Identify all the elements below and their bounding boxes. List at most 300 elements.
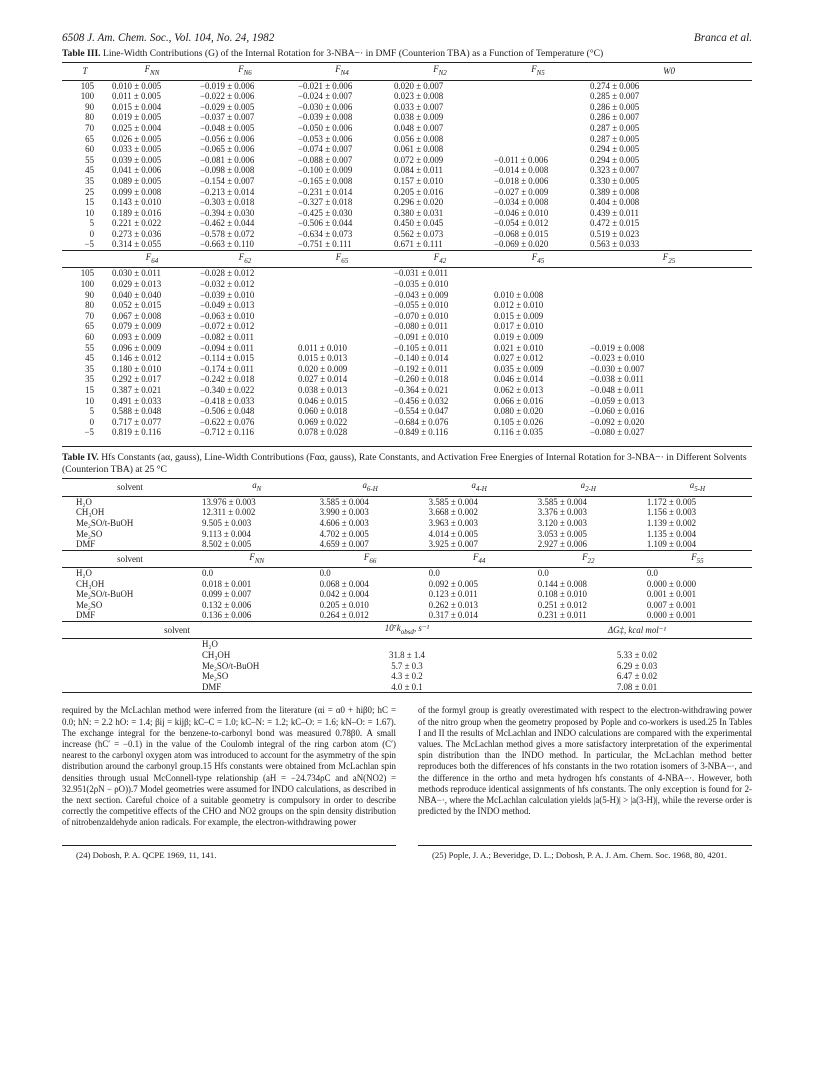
table3-lower-cell: −0.554 ± 0.047 [394,406,449,417]
table-row [62,650,752,661]
table3-lower-cell [294,268,390,279]
table-row [62,589,752,600]
table-row [62,682,752,693]
table4-lw-cell: 0.0 [319,568,331,579]
table3-cell: −0.100 ± 0.009 [298,165,353,176]
table4-lw-cell: 0.042 ± 0.004 [319,589,369,600]
table3-cell: 0.189 ± 0.016 [112,207,162,218]
table3-lower-cell: 0.015 ± 0.009 [494,310,544,321]
table3-lower-cell: 0.027 ± 0.014 [298,374,348,385]
table4-cell: 3.585 ± 0.004 [428,496,478,507]
table3-cell: −0.048 ± 0.005 [200,122,255,133]
table3-cell: −0.034 ± 0.008 [494,197,549,208]
table-row [62,218,752,229]
table3-cell: 45 [85,165,94,176]
table3-cell: −0.088 ± 0.007 [298,154,353,165]
table-row [62,343,752,354]
table4-lw-cell: 0.0 [646,568,658,579]
table3-cell: 0.048 ± 0.007 [394,122,444,133]
table3-lower-cell: 0.011 ± 0.010 [298,342,347,353]
table3-cell: 0.330 ± 0.005 [590,175,640,186]
table3-lower-cell [586,300,752,311]
table3-lower-cell: 0.093 ± 0.009 [112,332,162,343]
table4-header-row-3 [62,622,752,639]
table3-lower-cell: −0.030 ± 0.007 [590,363,645,374]
table3-lower-cell: −0.043 ± 0.009 [394,289,449,300]
table3-lower-cell: 0.040 ± 0.040 [112,289,162,300]
table3-lower-cell: 0.066 ± 0.016 [494,395,544,406]
table-row [62,176,752,187]
table4-lw-cell: 0.264 ± 0.012 [319,610,369,621]
table4-lw-cell: 0.262 ± 0.013 [428,599,478,610]
table3-lower-cell: −0.242 ± 0.018 [200,374,255,385]
table3-cell: 15 [85,197,94,208]
table3-cell: −0.054 ± 0.012 [494,218,549,229]
table3-lower-cell: 35 [85,374,94,385]
table3-cell: 0.072 ± 0.009 [394,154,444,165]
table3-cell [490,102,586,113]
table3-lower-cell: 0.146 ± 0.012 [112,353,162,364]
table3-cell: −0.056 ± 0.006 [200,133,255,144]
table3-cell: −0.303 ± 0.018 [200,197,255,208]
table4-lw-cell: 0.007 ± 0.001 [646,599,697,610]
table4-lw-cell: 0.092 ± 0.005 [428,578,478,589]
table3-lower-cell [490,279,586,290]
table3-cell: 0.519 ± 0.023 [590,228,640,239]
table4-label: Table IV. [62,451,99,463]
table4-lw-cell: H₂O [76,568,92,579]
table4-cell: 12.311 ± 0.002 [202,507,256,518]
table4-cell: 9.505 ± 0.003 [202,517,252,528]
table-row [62,600,752,611]
table3-cell: −0.425 ± 0.030 [298,207,353,218]
table3-cell: 0.439 ± 0.011 [590,207,639,218]
table4-cell: H₂O [76,496,92,507]
table3-lower-cell [294,311,390,322]
table4-lw-cell: 0.068 ± 0.004 [319,578,369,589]
table3-lower-cell: 0.021 ± 0.010 [494,342,544,353]
table4-lw-header-4: $F_{22}$ [534,550,643,567]
table3-header-row-2 [62,251,752,268]
table-row [62,91,752,102]
table3-cell: 0.563 ± 0.033 [590,239,640,250]
table3-lower-cell: −0.712 ± 0.116 [200,427,254,438]
table3-lower-cell: −0.192 ± 0.011 [394,363,448,374]
table3-cell: −0.050 ± 0.006 [298,122,353,133]
table-row [62,311,752,322]
running-head [62,32,752,44]
table4-lw-cell: 0.231 ± 0.011 [537,610,587,621]
table-row [62,539,752,550]
table3-cell: −0.506 ± 0.044 [298,218,353,229]
table-row [62,155,752,166]
table4-rates [62,621,752,697]
table3-lower-cell: 0.069 ± 0.022 [298,416,348,427]
table3-lower-cell: −0.055 ± 0.010 [394,300,449,311]
journal-citation: 6508 J. Am. Chem. Soc., Vol. 104, No. 24, 1982 [62,32,275,44]
table-row [62,134,752,145]
table3-lower-cell: 80 [85,300,94,311]
footnote-24: (24) Dobosh, P. A. QCPE 1969, 11, 141. [62,845,396,861]
table-row [62,364,752,375]
table4-rate-header-0: solvent [62,622,292,639]
table3-header-row [62,63,752,80]
table3-lower-header-0 [62,251,108,268]
table4-rate-cell: Me₂SO/t-BuOH [202,660,260,671]
table3-lower-cell: −0.080 ± 0.027 [590,427,645,438]
table3-cell: 0.287 ± 0.005 [590,122,640,133]
body-column-left: required by the McLachlan method were inferred from the literature (αi = α0 + hiβ0; hC = 0.0; hN: = 2.2 hO: = 1.4; βij = kijβ; kC–C = 1.0; kC–N: = 1.2; kC–O: = 1.6; kN–O: = 1.67). The exchange integral for the benzene-to-carbonyl bond was measured 0.78β0. A small increase (hC′ = −0.1) in the value of the Coulomb integral of the ring carbon atom (C′) nearest to the carbonyl oxygen atom was introduced to account for the asymmetry of the spin distribution around the carbonyl group.15 Hfs constants were obtained from McLachlan spin densities through usual McConnell-type relationship (aH = −24.734ρC and aN(NO2) = 32.951(2ρN − ρO)).7 Model geometries were assumed for INDO calculations, as described in the next section. Careful choice of a suitable geometry is compulsory in order to describe correctly the competitive effects of the CHO and NO2 groups on the spin density distribution of nitrobenzaldehyde anion radicals. For example, the electron-withdrawing power [62,705,396,828]
table3-cell: 60 [85,144,94,155]
table3-cell: 65 [85,133,94,144]
table-row [62,102,752,113]
table3-cell: 0.287 ± 0.005 [590,133,640,144]
table4-cell: 3.120 ± 0.003 [537,517,587,528]
table3-cell: 0.294 ± 0.005 [590,144,640,155]
table3-lower-cell: 0.015 ± 0.013 [298,353,348,364]
table3-lower-cell: −0.174 ± 0.011 [200,363,254,374]
table3-label: Table III. [62,48,101,59]
table3-cell [490,123,586,134]
table3-lower-cell: 70 [85,310,94,321]
table3-cell: −0.039 ± 0.008 [298,112,353,123]
table4-header-2: $a_{6-H}$ [316,479,425,496]
table3-lower-cell [490,268,586,279]
table3-lower-cell: 0.038 ± 0.013 [298,384,348,395]
table4-cell: 3.925 ± 0.007 [428,539,478,550]
table3-cell: 0.041 ± 0.006 [112,165,162,176]
table3-lower-cell: 0.387 ± 0.021 [112,384,162,395]
table4-lw-cell: 0.018 ± 0.001 [202,578,252,589]
table3-lower-cell: 0.030 ± 0.011 [112,268,161,279]
table4-rate-cell: DMF [202,681,222,692]
table3-cell: 105 [80,80,94,91]
table3-cell: 0.015 ± 0.004 [112,101,162,112]
table3-cell: −0.014 ± 0.008 [494,165,549,176]
table-row [62,321,752,332]
table4-lw-cell: 0.001 ± 0.001 [646,589,697,600]
table4-body-1 [62,496,752,550]
table3-cell: 0.273 ± 0.036 [112,228,162,239]
table3-cell: 90 [85,101,94,112]
table4-rate-cell: 7.08 ± 0.01 [616,681,658,692]
table4-rate-cell: 5.7 ± 0.3 [391,660,423,671]
table3-lower-cell: −0.082 ± 0.011 [200,332,254,343]
table3-cell: −0.037 ± 0.007 [200,112,255,123]
table3-lower-cell: 45 [85,353,94,364]
table3-lower-header-3: $F_{65}$ [294,251,390,268]
table-row [62,518,752,529]
table3-lower-cell: −0.072 ± 0.012 [200,321,255,332]
table4-lw-cell: 0.123 ± 0.011 [428,589,478,600]
table4-header-5: $a_{5-H}$ [643,479,752,496]
table3-lower-cell: −0.506 ± 0.048 [200,406,255,417]
running-authors: Branca et al. [693,32,752,44]
table4-lw-cell: 0.144 ± 0.008 [537,578,587,589]
table3-cell: −0.068 ± 0.015 [494,228,549,239]
table3-cell: −0.018 ± 0.006 [494,175,549,186]
table4-cell: 3.585 ± 0.004 [537,496,587,507]
table3-lower-cell: −0.028 ± 0.012 [200,268,255,279]
table3-cell: 0 [89,228,94,239]
table3 [62,62,752,438]
table3-cell: −0.030 ± 0.006 [298,101,353,112]
table3-cell: −0.634 ± 0.073 [298,228,353,239]
table4-rate-cell: CH₃OH [202,650,231,661]
table3-caption-text: Line-Width Contributions (G) of the Internal Rotation for 3-NBA−· in DMF (Counterion TBA) as a Function of Temperature (°C) [102,48,604,59]
table3-lower-cell: −0.035 ± 0.010 [394,279,449,290]
table4-lw-cell: 0.251 ± 0.012 [537,599,587,610]
table-row [62,610,752,621]
table3-lower-cell: 0.180 ± 0.010 [112,363,162,374]
table4-header-1: $a_N$ [198,479,316,496]
table4-rate-cell: 5.33 ± 0.02 [616,650,658,661]
table4-rate-cell: Me₂SO [202,671,229,682]
table3-cell: 0.089 ± 0.005 [112,175,162,186]
table4-lw-cell: 0.132 ± 0.006 [202,599,252,610]
table-row [62,80,752,91]
table3-lower-cell: −0.080 ± 0.011 [394,321,448,332]
table3-cell: −0.394 ± 0.030 [200,207,255,218]
table3-lower-cell: 100 [80,279,94,290]
table3-lower-cell [294,321,390,332]
table3-lower-cell: 0.052 ± 0.015 [112,300,162,311]
table4-cell: 4.014 ± 0.005 [428,528,478,539]
table3-lower-cell: −0.059 ± 0.013 [590,395,645,406]
table-row [62,300,752,311]
table4-cell: 1.109 ± 0.004 [646,539,697,550]
table3-cell: 0.039 ± 0.005 [112,154,162,165]
table-row [62,496,752,507]
table3-body-lower [62,268,752,438]
table-row [62,208,752,219]
table3-cell: −0.165 ± 0.008 [298,175,353,186]
table4-header-0: solvent [62,479,198,496]
table3-cell: −0.578 ± 0.072 [200,228,255,239]
table4-cell: 8.502 ± 0.005 [202,539,252,550]
table3-lower-cell: 0.017 ± 0.010 [494,321,544,332]
table3-cell: 0.389 ± 0.008 [590,186,640,197]
table4-rate-cell: 4.0 ± 0.1 [391,681,423,692]
table3-lower-cell: 0 [89,416,94,427]
table4-lw-header-3: $F_{44}$ [425,550,534,567]
table3-lower-cell: 65 [85,321,94,332]
table3-cell: −0.021 ± 0.006 [298,80,353,91]
table3-cell: 0.099 ± 0.008 [112,186,162,197]
table4-cell: 3.668 ± 0.002 [428,507,478,518]
table3-cell: 0.038 ± 0.009 [394,112,444,123]
table3-cell [490,112,586,123]
table4-lw-cell: CH₃OH [76,578,105,589]
table4-lw-cell: 0.0 [537,568,549,579]
table4-caption [62,446,752,476]
table-row [62,197,752,208]
table3-lower-cell: 0.012 ± 0.010 [494,300,544,311]
table3-cell: 0.472 ± 0.015 [590,218,640,229]
table4-lw-cell: 0.108 ± 0.010 [537,589,587,600]
table4-cell: 3.990 ± 0.003 [319,507,369,518]
table-row [62,268,752,279]
table4-lw-header-1: $F_{NN}$ [198,550,316,567]
table3-lower-cell: −0.260 ± 0.018 [394,374,449,385]
table4-cell: CH₃OH [76,507,105,518]
table4-cell: 4.659 ± 0.007 [319,539,369,550]
table3-lower-cell [586,268,752,279]
table3-lower-cell: −0.031 ± 0.011 [394,268,448,279]
table3-cell: 0.404 ± 0.008 [590,197,640,208]
table3-cell: −0.751 ± 0.111 [298,239,352,250]
table3-cell: 0.157 ± 0.010 [394,175,444,186]
table3-lower-cell: 0.010 ± 0.008 [494,289,544,300]
table3-lower-cell: −0.340 ± 0.022 [200,384,255,395]
table-row [62,406,752,417]
table3-lower-header-4: $F_{42}$ [390,251,490,268]
table3-cell: 0.562 ± 0.073 [394,228,444,239]
table3-cell: 0.294 ± 0.005 [590,154,640,165]
table3-header-0: T [62,63,108,80]
table3-cell: 25 [85,186,94,197]
table3-body-upper [62,80,752,251]
table3-header-2: $F_{N6}$ [196,63,294,80]
table3-lower-cell: −0.038 ± 0.011 [590,374,644,385]
table3-lower-cell: 0.067 ± 0.008 [112,310,162,321]
table3-header-1: $F_{NN}$ [108,63,196,80]
table3-lower-cell [586,290,752,301]
table4-lw-cell: Me₂SO [76,599,103,610]
table-row [62,568,752,579]
table3-cell: −5 [84,239,94,250]
table3-lower-cell: 0.020 ± 0.009 [298,363,348,374]
table3-lower-cell: 0.019 ± 0.009 [494,332,544,343]
table3-cell: 0.671 ± 0.111 [394,239,443,250]
table3-cell: −0.327 ± 0.018 [298,197,353,208]
table3-lower-cell: −5 [84,427,94,438]
table3-lower-header-1: $F_{64}$ [108,251,196,268]
table3-lower-cell [294,290,390,301]
table3-lower-cell [586,311,752,322]
table3-cell: 0.084 ± 0.011 [394,165,443,176]
table3-lower-header-5: $F_{45}$ [490,251,586,268]
table3-cell: 0.020 ± 0.007 [394,80,444,91]
table-row [62,671,752,682]
table3-cell: −0.053 ± 0.006 [298,133,353,144]
table3-cell: 0.323 ± 0.007 [590,165,640,176]
table3-cell: 0.286 ± 0.007 [590,112,640,123]
table3-cell: −0.029 ± 0.005 [200,101,255,112]
table-row [62,144,752,155]
table4-cell: 9.113 ± 0.004 [202,528,251,539]
table3-cell: 0.314 ± 0.055 [112,239,162,250]
table3-cell: −0.046 ± 0.010 [494,207,549,218]
table3-lower-header-6: $F_{25}$ [586,251,752,268]
table3-cell: −0.663 ± 0.110 [200,239,254,250]
table3-header-5: $F_{N5}$ [490,63,586,80]
table3-cell [490,134,586,145]
table4-cell: 3.376 ± 0.003 [537,507,587,518]
table-row [62,239,752,250]
body-column-right: of the formyl group is greatly overestimated with respect to the electron-withdrawing power of the nitro group when the geometry proposed by Pople and co-workers is used.25 In Tables I and II the results of McLachlan and INDO calculations are compared with the experimental values. The McLachlan method gives a more satisfactory interpretation of the experimental spin distribution than the INDO method. In particular, the McLachlan method better reproduces both the differences of hfs constants in the two rotation isomers of 3-NBA−·, and the difference in the ortho and meta hydrogen hfs constants of 4-NBA−·. However, both methods reproduce identical assignments of hfs constants. The only exception is found for 2-NBA−·, where the McLachlan calculation yields |a(5-H)| > |a(3-H)|, while the reverse order is predicted by the INDO method. [418,705,752,817]
table4 [62,478,752,621]
table3-cell: 0.286 ± 0.005 [590,101,640,112]
table-row [62,187,752,198]
table3-cell: 0.061 ± 0.008 [394,144,444,155]
table3-lower-cell: 0.046 ± 0.014 [494,374,544,385]
table4-rate-cell: 6.47 ± 0.02 [616,671,658,682]
table3-lower-cell: 0.717 ± 0.077 [112,416,162,427]
table4-lw-cell: 0.136 ± 0.006 [202,610,252,621]
table3-cell: 0.205 ± 0.016 [394,186,444,197]
footnotes [62,837,752,861]
table4-rate-cell [292,639,522,650]
table3-cell: 0.023 ± 0.008 [394,91,444,102]
table-row [62,507,752,518]
table3-cell: 100 [80,91,94,102]
table3-lower-cell: 0.819 ± 0.116 [112,427,161,438]
table3-lower-cell [294,279,390,290]
table3-cell: 55 [85,154,94,165]
table4-cell: 2.927 ± 0.006 [537,539,587,550]
table-row [62,332,752,343]
table4-lw-header-2: $F_{66}$ [316,550,425,567]
table-row [62,374,752,385]
table4-rate-cell: 4.3 ± 0.2 [391,671,423,682]
table4-lw-header-5: $F_{55}$ [643,550,752,567]
table3-cell [490,91,586,102]
table3-lower-header-2: $F_{62}$ [196,251,294,268]
table3-lower-cell: −0.418 ± 0.033 [200,395,255,406]
table4-lw-cell: 0.000 ± 0.001 [646,610,697,621]
table3-lower-cell: 0.105 ± 0.026 [494,416,544,427]
table4-rate-cell: 31.8 ± 1.4 [389,650,425,661]
table3-cell: 0.025 ± 0.004 [112,122,162,133]
table3-cell: −0.074 ± 0.007 [298,144,353,155]
table3-cell: 5 [89,218,94,229]
table3-cell [490,80,586,91]
table3-cell: 35 [85,175,94,186]
table3-cell: 0.026 ± 0.005 [112,133,162,144]
table3-cell: 0.221 ± 0.022 [112,218,162,229]
table3-cell: −0.024 ± 0.007 [298,91,353,102]
table4-rate-header-2: ΔG‡, kcal mol⁻¹ [522,622,752,639]
body-text [62,705,752,828]
table3-lower-cell: −0.849 ± 0.116 [394,427,448,438]
table4-lw-cell: Me₂SO/t-BuOH [76,589,134,600]
table3-cell: 0.056 ± 0.008 [394,133,444,144]
table3-lower-cell: 0.035 ± 0.009 [494,363,544,374]
table4-lw-cell: 0.0 [428,568,440,579]
table-row [62,165,752,176]
table3-lower-cell: −0.456 ± 0.032 [394,395,449,406]
table3-header-3: $F_{N4}$ [294,63,390,80]
table4-lw-cell: 0.205 ± 0.010 [319,599,369,610]
table-row [62,290,752,301]
table-row [62,396,752,407]
table3-cell: −0.098 ± 0.008 [200,165,255,176]
table3-cell: −0.069 ± 0.020 [494,239,549,250]
table3-lower-cell: 0.078 ± 0.028 [298,427,348,438]
table3-lower-cell: 0.116 ± 0.035 [494,427,543,438]
table3-lower-cell: −0.049 ± 0.013 [200,300,255,311]
table4-cell: 1.156 ± 0.003 [646,507,697,518]
table3-header-6: W0 [586,63,752,80]
table3-lower-cell: 55 [85,342,94,353]
table4-lw-cell: 0.099 ± 0.007 [202,589,252,600]
table4-cell: Me₂SO [76,528,103,539]
table4-cell: 1.139 ± 0.002 [646,517,697,528]
table4-cell: 13.976 ± 0.003 [202,496,256,507]
table3-lower-cell: 0.096 ± 0.009 [112,342,162,353]
table4-cell: 3.053 ± 0.005 [537,528,587,539]
